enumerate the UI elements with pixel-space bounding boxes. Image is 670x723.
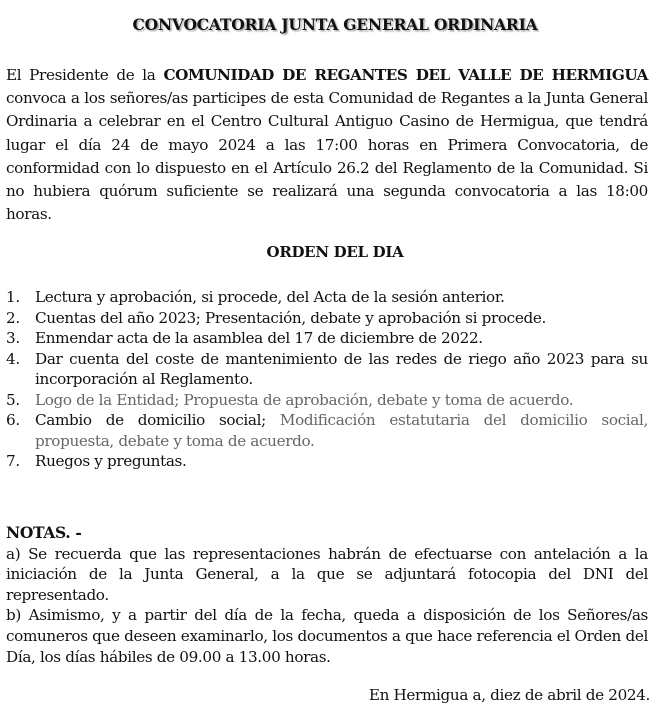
notes-section <box>6 523 648 667</box>
intro-lead: El Presidente de la <box>6 66 164 84</box>
agenda-item <box>6 451 648 472</box>
agenda-item-text: Cuentas del año 2023; Presentación, debate y aprobación si procede. <box>35 308 546 327</box>
signature-line: En Hermigua a, diez de abril de 2024. <box>368 686 650 704</box>
agenda-item-number: 6. <box>6 411 20 429</box>
intro-body: convoca a los señores/as participes de esta Comunidad de Regantes a la Junta General Ordinaria a celebrar en el Centro Cultural Antiguo Casino de Hermigua, que tendrá lugar el día 24 de mayo 2024 a las 17:00 horas en Primera Convocatoria, de conformidad con lo dispuesto en el Artículo 26.2 del Reglamento de la Comunidad. Si no hubiera quórum suficiente se realizará una segunda convocatoria a las 18:00 horas. <box>6 89 648 224</box>
agenda-item-text: Ruegos y preguntas. <box>35 452 187 470</box>
agenda-list <box>6 287 648 472</box>
agenda-item-text: Dar cuenta del coste de mantenimiento de las redes de riego año 2023 para su incorporación al Reglamento. <box>35 349 648 388</box>
agenda-item <box>6 308 648 329</box>
agenda-heading: ORDEN DEL DIA <box>266 243 404 261</box>
agenda-item <box>6 390 648 411</box>
agenda-item-number: 4. <box>6 349 20 368</box>
note-b: b) Asimismo, y a partir del día de la fecha, queda a disposición de los Señores/as comuneros que deseen examinarlo, los documentos a que hace referencia el Orden del Día, los días hábiles de 09.00 a 13.00 horas. <box>6 606 648 666</box>
agenda-item-number: 5. <box>6 390 20 409</box>
agenda-item-text: Lectura y aprobación, si procede, del Acta de la sesión anterior. <box>35 288 505 306</box>
notes-title: NOTAS. - <box>6 523 82 542</box>
agenda-item-text-muted: Modificación estatutaria del domicilio social, propuesta, debate y toma de acuerdo. <box>35 411 648 450</box>
agenda-item-text: Cambio de domicilio social; <box>35 411 280 429</box>
agenda-item <box>6 410 648 451</box>
entity-name: COMUNIDAD DE REGANTES DEL VALLE DE HERMIGUA <box>163 66 648 84</box>
agenda-item <box>6 349 648 390</box>
agenda-item-text-muted: Logo de la Entidad; Propuesta de aprobación, debate y toma de acuerdo. <box>35 390 574 409</box>
agenda-item-number: 2. <box>6 308 20 327</box>
agenda-item-number: 1. <box>6 288 20 306</box>
note-a: a) Se recuerda que las representaciones habrán de efectuarse con antelación a la iniciación de la Junta General, a la que se adjuntará fotocopia del DNI del representado. <box>6 544 648 604</box>
agenda-item <box>6 287 648 308</box>
agenda-item-number: 7. <box>6 452 20 470</box>
agenda-item <box>6 328 648 349</box>
document-title: CONVOCATORIA JUNTA GENERAL ORDINARIA <box>132 15 538 34</box>
intro-paragraph <box>6 64 648 226</box>
agenda-item-number: 3. <box>6 329 20 347</box>
agenda-item-text: Enmendar acta de la asamblea del 17 de diciembre de 2022. <box>35 329 483 347</box>
